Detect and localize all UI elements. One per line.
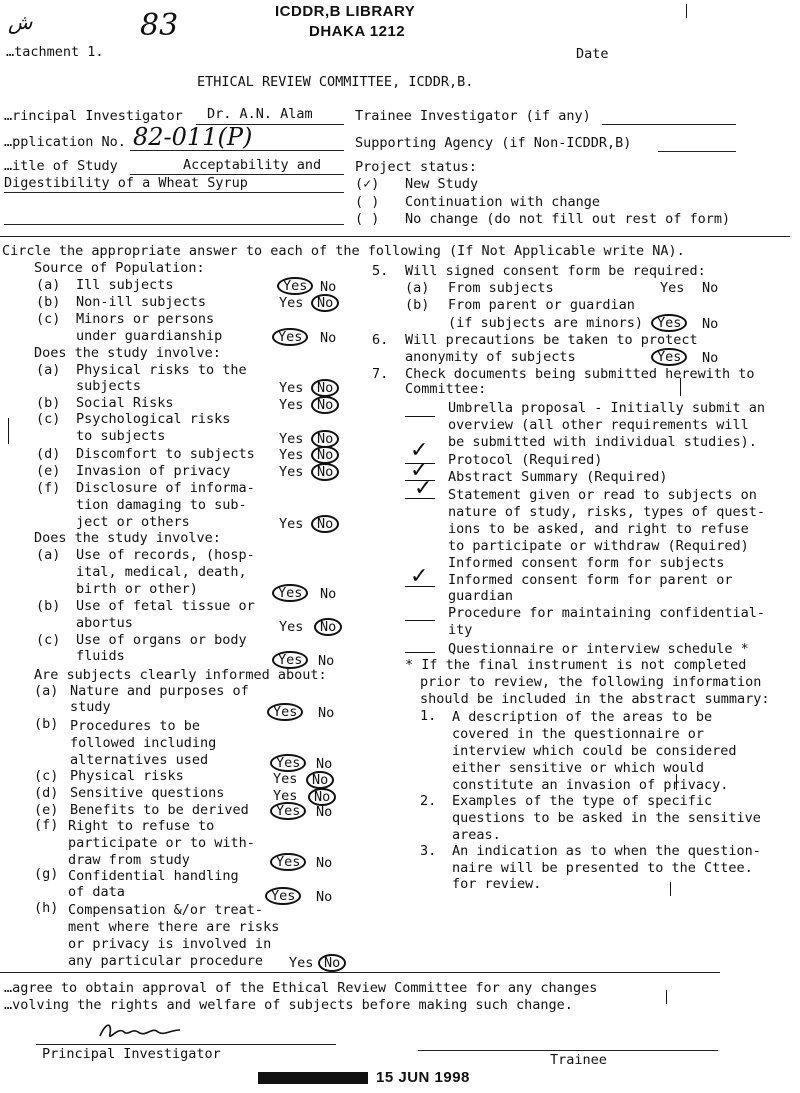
q6-yes-circled: Yes: [651, 348, 687, 366]
instructions: Circle the appropriate answer to each of the following (If Not Applicable write NA).: [2, 243, 685, 259]
q5b-no: No: [702, 316, 719, 332]
q2d-text: Discomfort to subjects: [76, 446, 255, 462]
q3b-yes: Yes: [279, 619, 304, 635]
q4g-text-1: Confidential handling: [68, 868, 239, 884]
q2d-no: [311, 446, 339, 464]
doc3-check-mark: ✓: [410, 458, 429, 483]
status-label: Project status:: [355, 159, 477, 175]
q5a-text: From subjects: [448, 280, 554, 296]
q4g-yes: [265, 887, 301, 905]
received-date-stamp: 15 JUN 1998: [376, 1069, 470, 1086]
q4g-text-2: of data: [68, 884, 125, 900]
q4a-text-1: Nature and purposes of: [70, 683, 249, 699]
q5-number: 5.: [372, 263, 389, 279]
doc1-text-3: be submitted with individual studies).: [448, 434, 757, 450]
status-box-continuation: ( ): [355, 194, 380, 210]
q4b-text-3: alternatives used: [70, 752, 209, 768]
q4c-text: Physical risks: [70, 768, 184, 784]
q4f-yes-circled: Yes: [270, 853, 306, 871]
doc2-text: Protocol (Required): [448, 452, 603, 468]
note1-text-2: covered in the questionnaire or: [452, 726, 704, 742]
q4d-no-circled: No: [308, 788, 336, 806]
note3-number: 3.: [420, 843, 437, 859]
q7-text-1: Check documents being submitted herewith to: [405, 366, 755, 382]
q2d-no-circled: No: [311, 446, 339, 464]
q4e-yes: [270, 802, 306, 820]
q2e-no: [311, 463, 339, 481]
q7-text-2: Committee:: [405, 381, 487, 397]
doc6-text-2: guardian: [448, 588, 514, 604]
q2a-label: (a): [36, 362, 61, 378]
agree-line-1: …agree to obtain approval of the Ethical Review Committee for any changes: [4, 980, 598, 996]
doc7-text-2: ity: [448, 622, 473, 638]
q2c-label: (c): [36, 411, 61, 427]
q5b-yes-circled: Yes: [651, 314, 687, 332]
q4g-no: No: [316, 889, 333, 905]
q2e-yes: Yes: [279, 464, 304, 480]
q3b-text-1: Use of fetal tissue or: [76, 598, 255, 614]
doc4-text-2: nature of study, risks, types of quest-: [448, 504, 765, 520]
status-box-nochange: ( ): [355, 211, 380, 227]
app-label: …pplication No.: [4, 134, 126, 150]
q1-heading: Source of Population:: [34, 260, 205, 276]
app-underline: [130, 150, 344, 151]
library-stamp: ICDDR,B LIBRARY: [275, 3, 416, 20]
q3b-text-2: abortus: [76, 615, 133, 631]
q1b-no-circled: No: [311, 294, 339, 312]
doc6-text-1: Informed consent form for parent or: [448, 572, 733, 588]
q2f-label: (f): [36, 480, 61, 496]
doc1-blank: [405, 416, 435, 417]
q3-heading: Does the study involve:: [34, 530, 221, 546]
pi-signature-label: Principal Investigator: [42, 1046, 221, 1062]
scan-mark-5: [666, 990, 667, 1004]
q1c-yes-circled: Yes: [272, 328, 308, 346]
q4d-label: (d): [34, 785, 59, 801]
q2c-text-1: Psychological risks: [76, 411, 231, 427]
pi-label: …rincipal Investigator: [4, 108, 183, 124]
q5b-yes: [651, 314, 687, 332]
q3b-label: (b): [36, 598, 61, 614]
q2c-yes: Yes: [279, 431, 304, 447]
q2d-label: (d): [36, 446, 61, 462]
trainee-signature-line: [418, 1050, 718, 1051]
q2b-no-circled: No: [311, 396, 339, 414]
q4f-label: (f): [34, 817, 59, 833]
q4f-text-2: participate or to with-: [68, 835, 255, 851]
doc1-text-2: overview (all other requirements will: [448, 417, 749, 433]
status-new: New Study: [405, 176, 479, 192]
margin-mark: [8, 418, 9, 444]
q1a-no: No: [320, 279, 337, 295]
q4d-text: Sensitive questions: [70, 785, 225, 801]
q3c-no: No: [318, 653, 335, 669]
q5b-label: (b): [405, 297, 430, 313]
note1-number: 1.: [420, 708, 437, 724]
q3a-text-2: ital, medical, death,: [76, 564, 247, 580]
q4a-yes: [267, 703, 303, 721]
q5a-yes: Yes: [660, 280, 685, 296]
title-value-2: Digestibility of a Wheat Syrup: [4, 175, 248, 191]
q2f-yes: Yes: [279, 516, 304, 532]
q4a-yes-circled: Yes: [267, 703, 303, 721]
note1-text-5: constitute an invasion of privacy.: [452, 777, 729, 793]
q3c-label: (c): [36, 632, 61, 648]
scan-mark-3: [676, 774, 677, 790]
q2a-no: [311, 379, 339, 397]
trainee-underline: [602, 124, 736, 125]
q2c-text-2: to subjects: [76, 428, 166, 444]
q4c-no: [306, 771, 334, 789]
doc4-text-4: to participate or withdraw (Required): [448, 538, 749, 554]
q2b-text: Social Risks: [76, 395, 174, 411]
q4h-label: (h): [34, 900, 59, 916]
q4a-no: No: [318, 705, 335, 721]
scan-mark-1: [686, 4, 687, 18]
doc5-text: Informed consent form for subjects: [448, 555, 725, 571]
q4h-text-4: any particular procedure: [68, 953, 264, 969]
q3a-label: (a): [36, 547, 61, 563]
q3a-no: No: [320, 586, 337, 602]
q1c-text-1: Minors or persons: [76, 311, 215, 327]
q4h-no: [318, 954, 346, 972]
q4e-text: Benefits to be derived: [70, 802, 249, 818]
title-label: …itle of Study: [4, 158, 118, 174]
date-label: Date: [576, 46, 609, 62]
q4g-yes-circled: Yes: [265, 887, 301, 905]
q2f-text-3: ject or others: [76, 514, 190, 530]
q1b-label: (b): [36, 294, 61, 310]
footer-divider: [0, 972, 720, 973]
doc1-text-1: Umbrella proposal - Initially submit an: [448, 400, 765, 416]
q2a-text-1: Physical risks to the: [76, 362, 247, 378]
q6-text-2: anonymity of subjects: [405, 349, 576, 365]
q3a-text-3: birth or other): [76, 581, 198, 597]
q1b-no: [311, 294, 339, 312]
q5-heading: Will signed consent form be required:: [405, 263, 706, 279]
note-line-1: * If the final instrument is not completed: [405, 657, 747, 673]
doc6-blank: [405, 586, 435, 587]
q2a-text-2: subjects: [76, 378, 142, 394]
q1c-no: No: [320, 330, 337, 346]
redacted-stamp: [258, 1072, 368, 1084]
q1c-text-2: under guardianship: [76, 328, 223, 344]
note1-text-4: either sensitive or which would: [452, 760, 704, 776]
q6-no: No: [702, 350, 719, 366]
doc4-check-mark: ✓: [414, 476, 433, 501]
note2-text-3: areas.: [452, 827, 501, 843]
q1a-yes: [277, 277, 313, 295]
q3a-yes: [272, 584, 308, 602]
pi-value: Dr. A.N. Alam: [207, 106, 313, 122]
q3a-yes-circled: Yes: [272, 584, 308, 602]
q5a-no: No: [702, 280, 719, 296]
q2a-yes: Yes: [279, 380, 304, 396]
q2b-label: (b): [36, 395, 61, 411]
q1c-yes: [272, 328, 308, 346]
scan-mark-2: [680, 378, 681, 396]
q3b-no: [314, 618, 342, 636]
q2f-text-1: Disclosure of informa-: [76, 480, 255, 496]
q2f-no-circled: No: [311, 515, 339, 533]
q5a-label: (a): [405, 280, 430, 296]
q4e-label: (e): [34, 802, 59, 818]
q4a-text-2: study: [70, 699, 111, 715]
q2e-label: (e): [36, 463, 61, 479]
q1c-label: (c): [36, 311, 61, 327]
q1a-text: Ill subjects: [76, 277, 174, 293]
q2d-yes: Yes: [279, 447, 304, 463]
attachment-label: …tachment 1.: [6, 44, 104, 60]
q4b-text-1: Procedures to be: [70, 718, 201, 734]
doc3-text: Abstract Summary (Required): [448, 469, 668, 485]
q6-text-1: Will precautions be taken to protect: [405, 332, 698, 348]
q4e-no: No: [316, 804, 333, 820]
q4g-label: (g): [34, 866, 59, 882]
q2b-no: [311, 396, 339, 414]
doc4-blank: [405, 498, 435, 499]
q2-heading: Does the study involve:: [34, 345, 221, 361]
section-divider: [0, 236, 790, 237]
note2-text-1: Examples of the type of specific: [452, 793, 713, 809]
q1b-text: Non-ill subjects: [76, 294, 207, 310]
q4c-label: (c): [34, 768, 59, 784]
q6-yes: [651, 348, 687, 366]
q4a-label: (a): [34, 683, 59, 699]
q4b-yes: [270, 754, 306, 772]
doc8-text: Questionnaire or interview schedule *: [448, 641, 749, 657]
q7-number: 7.: [372, 366, 389, 382]
status-continuation: Continuation with change: [405, 194, 601, 210]
status-box-new: (✓): [355, 176, 380, 192]
q4f-yes: [270, 853, 306, 871]
q4f-no: No: [316, 855, 333, 871]
doc2-check-mark: ✓: [410, 438, 429, 463]
q3c-text-2: fluids: [76, 648, 125, 664]
q4h-yes: Yes: [289, 955, 314, 971]
q1b-yes: Yes: [279, 295, 304, 311]
note3-text-2: naire will be presented to the Cttee.: [452, 860, 753, 876]
q4c-no-circled: No: [306, 771, 334, 789]
doc8-blank: [405, 652, 435, 653]
q2e-no-circled: No: [311, 463, 339, 481]
status-nochange: No change (do not fill out rest of form): [405, 211, 731, 227]
q4f-text-1: Right to refuse to: [68, 818, 215, 834]
note1-text-3: interview which could be considered: [452, 743, 737, 759]
q4d-yes: Yes: [273, 788, 298, 804]
q4h-text-2: ment where there are risks: [68, 919, 280, 935]
q3c-text-1: Use of organs or body: [76, 632, 247, 648]
q2b-yes: Yes: [279, 397, 304, 413]
q4h-text-3: or privacy is involved in: [68, 936, 272, 952]
note2-number: 2.: [420, 793, 437, 809]
q2e-text: Invasion of privacy: [76, 463, 231, 479]
note3-text-3: for review.: [452, 876, 542, 892]
doc7-blank: [405, 620, 435, 621]
q4h-text-1: Compensation &/or treat-: [68, 902, 264, 918]
q4h-no-circled: No: [318, 954, 346, 972]
trainee-label: Trainee Investigator (if any): [355, 108, 591, 124]
q1a-yes-circled: Yes: [277, 277, 313, 295]
q2f-no: [311, 515, 339, 533]
q5b-text-1: From parent or guardian: [448, 297, 635, 313]
q4f-text-3: draw from study: [68, 852, 190, 868]
q3c-yes-circled: Yes: [272, 651, 308, 669]
note-line-3: should be included in the abstract summary:: [420, 691, 770, 707]
committee-title: ETHICAL REVIEW COMMITTEE, ICDDR,B.: [197, 74, 474, 90]
q6-number: 6.: [372, 332, 389, 348]
q4-heading: Are subjects clearly informed about:: [34, 667, 327, 683]
scan-mark-4: [670, 882, 671, 896]
q4c-yes: Yes: [273, 771, 298, 787]
trainee-signature-label: Trainee: [550, 1052, 607, 1068]
pi-signature: [96, 1018, 186, 1044]
doc4-text-1: Statement given or read to subjects on: [448, 487, 757, 503]
agency-underline: [658, 151, 736, 152]
doc6-check-mark: ✓: [410, 564, 429, 589]
q4b-text-2: followed including: [70, 735, 217, 751]
title-underline-2: [4, 192, 344, 193]
title-underline-3: [4, 224, 344, 225]
handwritten-number: 83: [140, 8, 179, 43]
q3b-no-circled: No: [314, 618, 342, 636]
q4b-yes-circled: Yes: [270, 754, 306, 772]
q2f-text-2: tion damaging to sub-: [76, 497, 247, 513]
q1a-label: (a): [36, 277, 61, 293]
note3-text-1: An indication as to when the question-: [452, 843, 761, 859]
q5b-text-2: (if subjects are minors): [448, 315, 644, 331]
q4b-no: No: [316, 756, 333, 772]
doc4-text-3: ions to be asked, and right to refuse: [448, 521, 749, 537]
app-value: 82-011(P): [133, 123, 253, 151]
agency-label: Supporting Agency (if Non-ICDDR,B): [355, 135, 632, 151]
handwritten-mark: ش: [8, 10, 33, 34]
pi-signature-line: [36, 1044, 336, 1045]
doc7-text-1: Procedure for maintaining confidential-: [448, 605, 765, 621]
note-line-2: prior to review, the following information: [420, 674, 762, 690]
q3a-text-1: Use of records, (hosp-: [76, 547, 255, 563]
q4b-label: (b): [34, 716, 59, 732]
q2a-no-circled: No: [311, 379, 339, 397]
note2-text-2: questions to be asked in the sensitive: [452, 810, 761, 826]
title-value-1: Acceptability and: [183, 157, 322, 173]
note1-text-1: A description of the areas to be: [452, 709, 713, 725]
library-city: DHAKA 1212: [309, 23, 406, 40]
q4e-yes-circled: Yes: [270, 802, 306, 820]
agree-line-2: …volving the rights and welfare of subjects before making such change.: [4, 997, 573, 1013]
q2c-no-circled: No: [311, 430, 339, 448]
